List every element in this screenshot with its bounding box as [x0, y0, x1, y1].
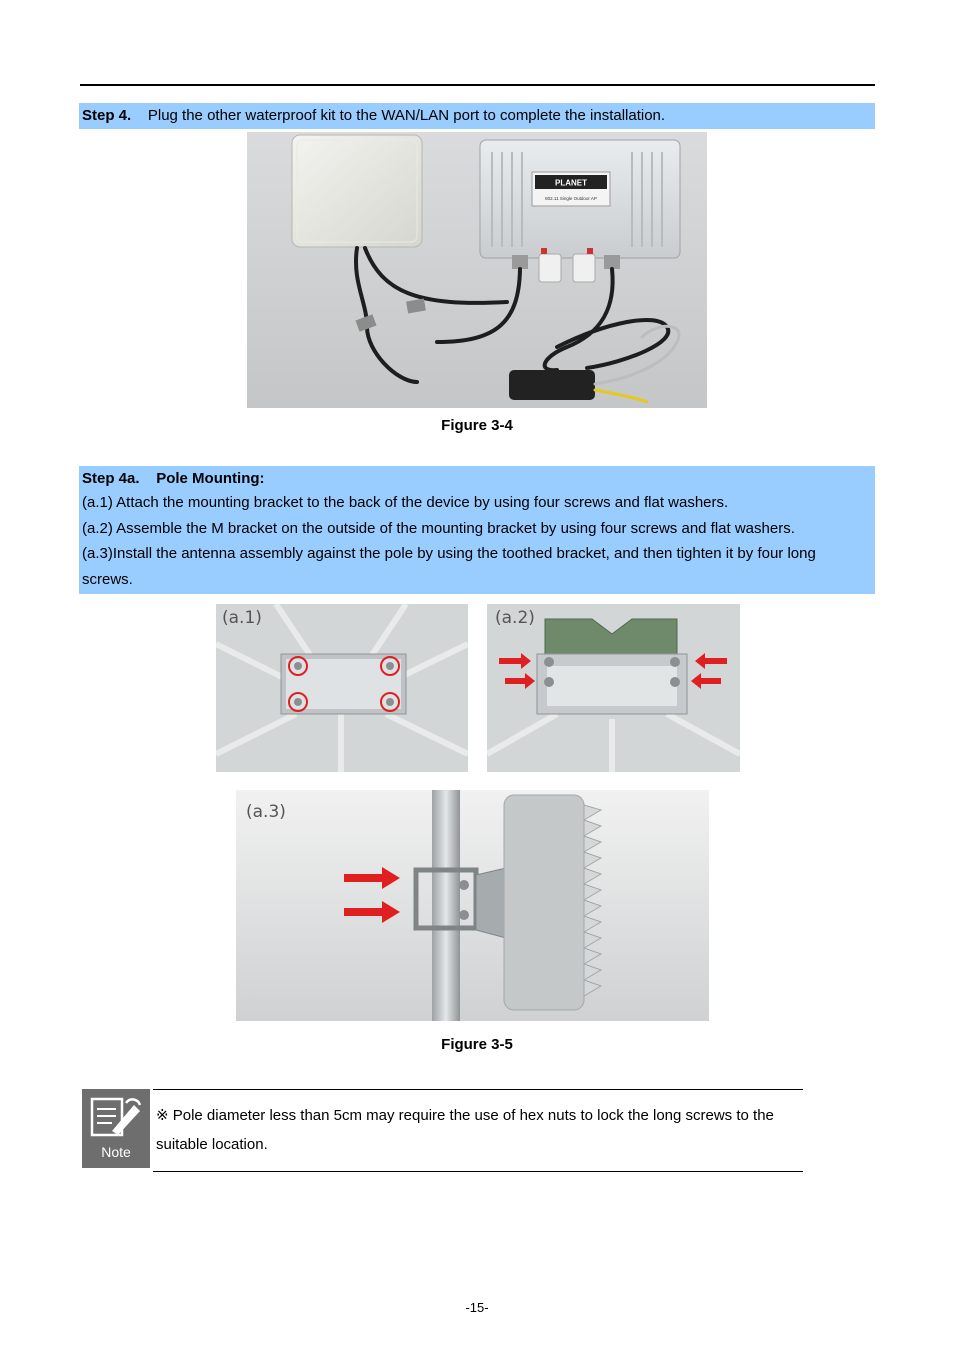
header-rule	[80, 84, 875, 86]
step-4a-title: Pole Mounting:	[156, 470, 265, 487]
step-4a-line-a3-cont: screws.	[82, 570, 133, 588]
panel-a1-label: (a.1)	[222, 608, 262, 628]
note-bottom-rule	[153, 1171, 803, 1172]
page-number: -15-	[465, 1300, 489, 1315]
note-text: ※ Pole diameter less than 5cm may require the use of hex nuts to lock the long screws to the suitable location.	[156, 1107, 774, 1153]
figure-3-5-panel-a2	[487, 604, 740, 772]
note-icon-label: Note	[101, 1144, 131, 1160]
panel-a3-label: (a.3)	[246, 802, 286, 822]
step-4-label: Step 4.	[82, 107, 132, 124]
step-4-banner	[79, 103, 875, 129]
step-4a-line-a2: (a.2) Assemble the M bracket on the outside of the mounting bracket by using four screws and flat washers.	[82, 519, 795, 537]
device-brand-logo: PLANET	[555, 178, 587, 188]
note-icon	[82, 1089, 150, 1168]
step-4a-banner	[79, 466, 875, 594]
step-4a-label: Step 4a.	[82, 470, 140, 487]
figure-3-4-photo	[247, 132, 707, 408]
step-4a-line-a3: (a.3)Install the antenna assembly against the pole by using the toothed bracket, and then tighten it by four long	[82, 545, 816, 562]
panel-a2-label: (a.2)	[495, 608, 535, 628]
figure-3-4-caption: Figure 3-4	[441, 417, 513, 434]
step-4-text: Plug the other waterproof kit to the WAN/LAN port to complete the installation.	[147, 107, 666, 124]
note-top-rule	[153, 1089, 803, 1090]
step-4a-line-a1: (a.1) Attach the mounting bracket to the back of the device by using four screws and flat washers.	[82, 494, 729, 511]
figure-3-5-panel-a3	[236, 790, 709, 1021]
figure-3-5-caption: Figure 3-5	[441, 1036, 513, 1053]
figure-3-5-panel-a1	[216, 604, 468, 772]
device-model-label: 802.11 Single Outdoor AP	[545, 196, 597, 201]
